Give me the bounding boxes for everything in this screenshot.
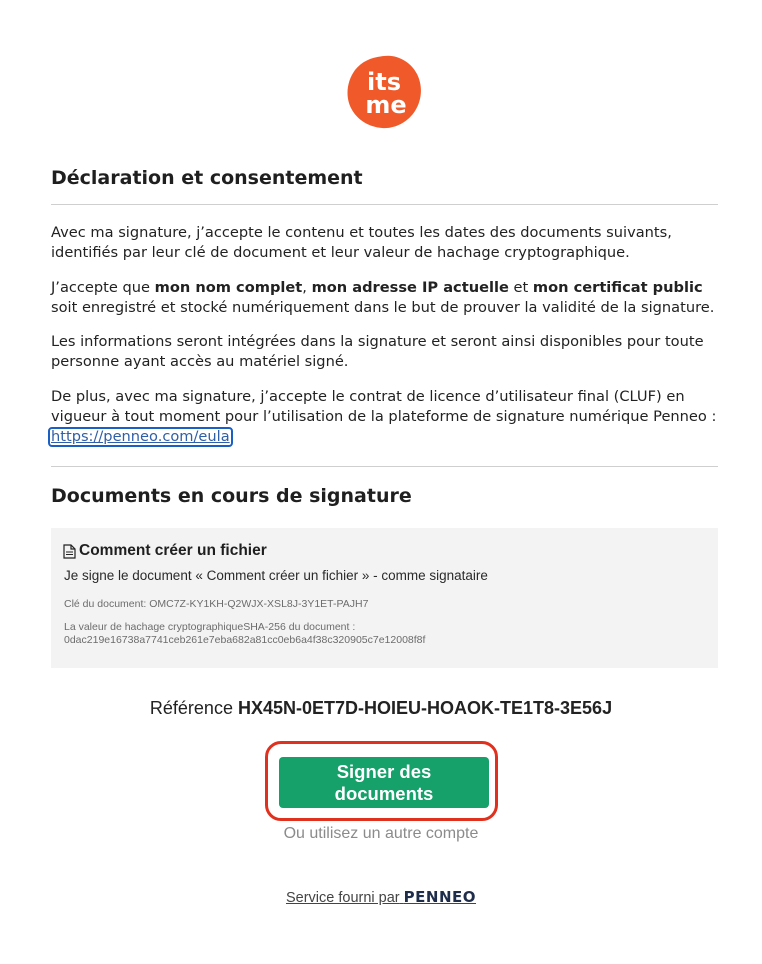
- logo-text-me: me: [365, 91, 407, 119]
- reference-label: Référence: [149, 698, 233, 718]
- use-other-account-link[interactable]: Ou utilisez un autre compte: [283, 825, 479, 842]
- consent-paragraph-3: Les informations seront intégrées dans la signature et seront ainsi disponibles pour toute personne ayant accès au matériel signé.: [51, 333, 704, 370]
- consent-paragraph-4: De plus, avec ma signature, j’accepte le contrat de licence d’utilisateur final (CLUF) en vigueur à tout moment pour l’utilisation de la plateforme de signature numérique Penneo : https://penneo.com/eula: [51, 387, 721, 447]
- penneo-logo: PENNEO: [403, 888, 477, 906]
- document-role: Je signe le document « Comment créer un fichier » - comme signataire: [64, 568, 488, 583]
- service-provider-link[interactable]: Service fourni par PENNEO: [285, 888, 477, 906]
- reference-value: HX45N-0ET7D-HOIEU-HOAOK-TE1T8-3E56J: [237, 698, 613, 718]
- document-card: [51, 528, 718, 668]
- document-icon: [63, 544, 76, 559]
- consent-title: Déclaration et consentement: [51, 167, 363, 189]
- consent-paragraph-2: J’accepte que mon nom complet, mon adresse IP actuelle et mon certificat public soit enregistré et stocké numériquement dans le but de prouver la validité de la signature.: [51, 279, 715, 316]
- consent-paragraph-1: Avec ma signature, j’accepte le contenu et toutes les dates des documents suivants, identifiés par leur clé de document et leur valeur de hachage cryptographique.: [51, 224, 672, 261]
- sign-documents-button[interactable]: Signer des documents: [279, 757, 489, 808]
- footer: [0, 888, 762, 906]
- logo-text-its: its: [367, 68, 401, 96]
- document-title: [63, 542, 267, 560]
- document-name: Comment créer un fichier: [79, 542, 267, 559]
- divider: [51, 204, 718, 205]
- reference: [0, 698, 762, 719]
- document-key: Clé du document: OMC7Z-KY1KH-Q2WJX-XSL8J-3Y1ET-PAJH7: [64, 598, 369, 610]
- divider: [51, 466, 718, 467]
- eula-link[interactable]: https://penneo.com/eula: [48, 427, 233, 447]
- document-hash-label: La valeur de hachage cryptographiqueSHA-256 du document :: [64, 621, 356, 633]
- documents-title: Documents en cours de signature: [51, 485, 412, 507]
- document-hash-value: 0dac219e16738a7741ceb261e7eba682a81cc0eb6a4f38c320905c7e12008f8f: [64, 634, 426, 646]
- itsme-logo: [345, 54, 423, 130]
